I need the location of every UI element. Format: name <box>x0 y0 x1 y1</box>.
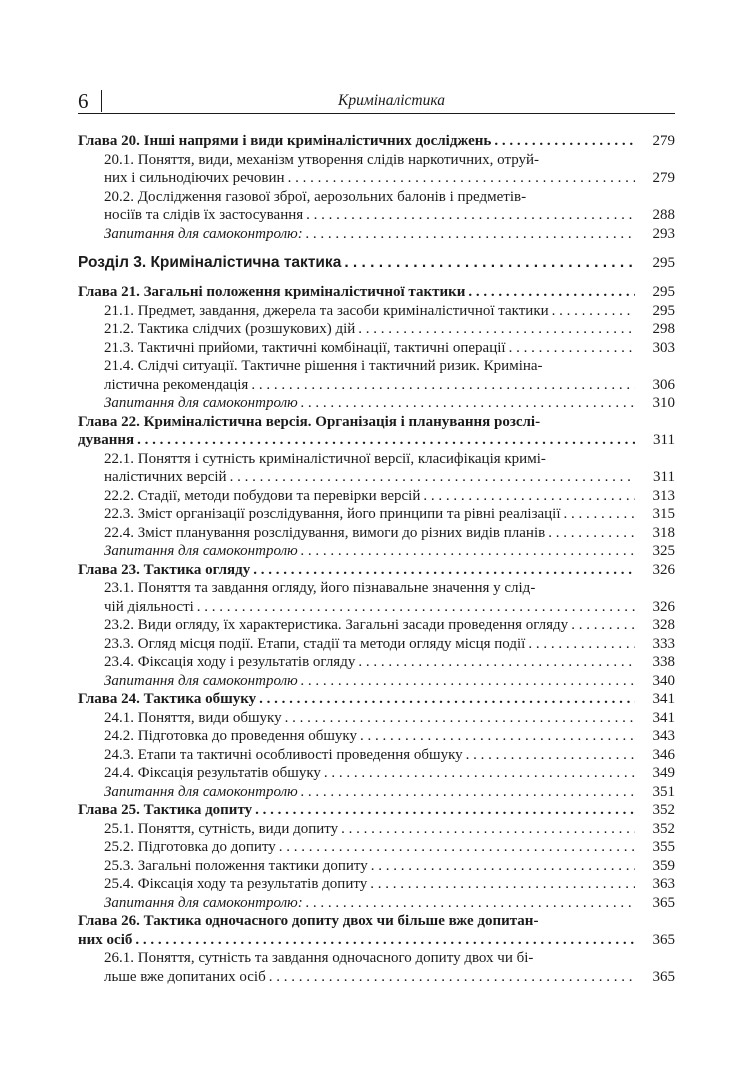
toc-line <box>104 727 675 746</box>
toc-subsection <box>78 505 675 524</box>
toc-line <box>78 690 675 709</box>
toc-page-number: 338 <box>652 654 675 670</box>
toc-chapter <box>78 561 675 580</box>
toc-line <box>104 653 675 672</box>
toc-entry-title: 20.1. Поняття, види, механізм утворення слідів наркотичних, отруй- <box>104 151 540 168</box>
dot-leader <box>468 283 635 302</box>
dot-leader <box>528 635 635 654</box>
toc-page-number: 365 <box>652 931 675 948</box>
dot-leader <box>269 968 635 987</box>
toc-entry-title: 23.1. Поняття та завдання огляду, його пізнавальне значення у слід- <box>104 580 536 596</box>
toc-page-number: 351 <box>652 783 675 800</box>
toc-questions <box>78 394 675 413</box>
toc-entry-title: носіїв та слідів їх застосування <box>104 207 304 223</box>
toc-page-number: 310 <box>652 395 675 411</box>
toc-subsection <box>78 320 675 339</box>
toc-subsection <box>78 616 675 635</box>
toc-line <box>104 635 675 654</box>
toc-page-number: 303 <box>652 339 675 356</box>
toc-subsection <box>78 709 675 728</box>
toc-entry-title: них і сильнодіючих речовин <box>104 170 285 186</box>
toc-line <box>104 579 675 598</box>
toc-page-number: 352 <box>652 820 675 837</box>
toc-line <box>104 783 675 802</box>
toc-entry-title: 23.3. Огляд місця події. Етапи, стадії та методи огляду місця події <box>104 635 526 652</box>
toc-entry-title: Глава 20. Інші напрями і види криміналістичних досліджень <box>78 133 492 149</box>
toc-entry-title: 25.4. Фіксація ходу та результатів допиту <box>104 876 368 892</box>
toc-subsection <box>78 357 675 394</box>
toc-chapter <box>78 132 675 151</box>
dot-leader <box>306 225 635 244</box>
section-gap <box>78 273 675 283</box>
toc-line <box>78 283 675 302</box>
dot-leader <box>255 801 635 820</box>
toc-line <box>104 875 675 894</box>
toc-entry-title: 22.1. Поняття і сутність криміналістичної версії, класифікація кримі- <box>104 450 546 467</box>
dot-leader <box>358 653 635 672</box>
toc-entry-title: 21.4. Слідчі ситуації. Тактичне рішення і тактичний ризик. Криміна- <box>104 358 543 374</box>
toc-line <box>104 616 675 635</box>
dot-leader <box>423 487 635 506</box>
toc-page-number: 346 <box>652 746 675 763</box>
toc-entry-title: 24.3. Етапи та тактичні особливості проведення обшуку <box>104 746 463 763</box>
dot-leader <box>288 169 635 188</box>
toc-subsection <box>78 151 675 188</box>
toc-subsection <box>78 949 675 986</box>
toc-line <box>104 302 675 321</box>
toc-chapter <box>78 413 675 450</box>
toc-subsection <box>78 746 675 765</box>
toc-page-number: 333 <box>652 635 675 652</box>
toc-entry-title: Глава 21. Загальні положення криміналістичної тактики <box>78 284 466 300</box>
toc-entry-title: Запитання для самоконтролю: <box>104 894 303 911</box>
toc-entry-title: 23.2. Види огляду, їх характеристика. Загальні засади проведення огляду <box>104 617 569 633</box>
toc-line <box>104 151 675 170</box>
toc-line <box>104 894 675 913</box>
toc-page-number: 288 <box>652 207 675 223</box>
header-rule <box>78 113 675 114</box>
toc-line <box>104 598 675 617</box>
toc-page-number: 363 <box>652 876 675 892</box>
toc-page-number: 318 <box>652 524 675 541</box>
toc-questions <box>78 894 675 913</box>
toc-subsection <box>78 764 675 783</box>
toc-entry-title: 25.1. Поняття, сутність, види допиту <box>104 820 339 837</box>
toc-page-number: 295 <box>652 284 675 300</box>
toc-entry-title: Глава 23. Тактика огляду <box>78 561 251 578</box>
toc-line <box>104 709 675 728</box>
dot-leader <box>251 376 635 395</box>
toc-entry-title: Глава 25. Тактика допиту <box>78 802 253 818</box>
toc-page-number: 343 <box>652 728 675 744</box>
toc-page-number: 326 <box>652 598 675 615</box>
toc-entry-title: лістична рекомендація <box>104 376 249 393</box>
toc-line <box>104 376 675 395</box>
toc-entry-title: налістичних версій <box>104 469 227 485</box>
toc-entry-title: 24.2. Підготовка до проведення обшуку <box>104 728 357 744</box>
toc-questions <box>78 225 675 244</box>
toc-line <box>78 931 675 950</box>
toc-entry-title: 21.2. Тактика слідчих (розшукових) дій <box>104 321 356 337</box>
toc-entry-title: Глава 26. Тактика одночасного допиту двох чи більше вже допитан- <box>78 913 539 929</box>
toc-page-number: 293 <box>652 225 675 242</box>
toc-line <box>104 968 675 987</box>
toc-entry-title: Розділ 3. Криміналістична тактика <box>78 254 342 271</box>
toc-entry-title: Глава 22. Криміналістична версія. Організація і планування розслі- <box>78 413 541 430</box>
toc-entry-title: 25.2. Підготовка до допиту <box>104 839 276 855</box>
toc-chapter <box>78 912 675 949</box>
toc-page-number: 340 <box>652 672 675 689</box>
toc-subsection <box>78 188 675 225</box>
dot-leader <box>494 132 635 151</box>
toc-line <box>104 764 675 783</box>
toc-entry-title: них осіб <box>78 931 133 948</box>
toc-entry-title: 25.3. Загальні положення тактики допиту <box>104 857 368 874</box>
toc-page-number: 352 <box>652 802 675 818</box>
toc-line <box>104 746 675 765</box>
toc-entry-title: 24.4. Фіксація результатів обшуку <box>104 765 321 781</box>
page-number: 6 <box>78 89 89 113</box>
dot-leader <box>301 394 635 413</box>
dot-leader <box>360 727 635 746</box>
running-title: Криміналістика <box>338 92 445 109</box>
toc-questions <box>78 542 675 561</box>
dot-leader <box>324 764 635 783</box>
toc-page-number: 295 <box>652 302 675 319</box>
dot-leader <box>358 320 635 339</box>
dot-leader <box>301 672 635 691</box>
toc-entry-title: Запитання для самоконтролю <box>104 543 298 559</box>
toc-line <box>104 450 675 469</box>
toc-line <box>104 505 675 524</box>
toc-subsection <box>78 635 675 654</box>
toc-line <box>78 413 675 432</box>
dot-leader <box>306 206 635 225</box>
toc-line <box>104 838 675 857</box>
toc-page-number: 355 <box>652 839 675 855</box>
dot-leader <box>285 709 635 728</box>
toc-entry-title: Запитання для самоконтролю <box>104 783 298 800</box>
dot-leader <box>253 561 635 580</box>
toc-subsection <box>78 727 675 746</box>
toc-entry-title: 26.1. Поняття, сутність та завдання одночасного допиту двох чи бі- <box>104 950 534 966</box>
toc-line <box>104 672 675 691</box>
toc-page-number: 359 <box>652 857 675 874</box>
toc-line <box>104 857 675 876</box>
toc-entry-title: Запитання для самоконтролю <box>104 672 298 689</box>
toc-line <box>78 561 675 580</box>
toc-page-number: 328 <box>652 617 675 633</box>
toc-page-number: 279 <box>652 170 675 186</box>
toc-page-number: 341 <box>652 709 675 726</box>
toc-line <box>104 487 675 506</box>
toc-subsection <box>78 838 675 857</box>
toc-subsection <box>78 875 675 894</box>
toc-line <box>78 132 675 151</box>
toc-entry-title: Запитання для самоконтролю <box>104 395 298 411</box>
toc-entry-title: Глава 24. Тактика обшуку <box>78 691 257 707</box>
toc-line <box>78 801 675 820</box>
toc-subsection <box>78 653 675 672</box>
toc-part <box>78 253 675 273</box>
toc-line <box>78 912 675 931</box>
toc-line <box>78 431 675 450</box>
toc-entry-title: 23.4. Фіксація ходу і результатів огляду <box>104 654 356 670</box>
toc-page-number: 365 <box>652 894 675 911</box>
toc-line <box>104 339 675 358</box>
toc-entry-title: 22.4. Зміст планування розслідування, вимоги до різних видів планів <box>104 524 546 541</box>
header-divider <box>101 90 102 112</box>
toc-chapter <box>78 283 675 302</box>
dot-leader <box>552 302 635 321</box>
toc-subsection <box>78 450 675 487</box>
dot-leader <box>344 253 635 273</box>
toc-page-number: 365 <box>652 968 675 985</box>
dot-leader <box>259 690 635 709</box>
toc-entry-title: 22.3. Зміст організації розслідування, його принципи та рівні реалізації <box>104 506 561 522</box>
toc-entry-title: 21.3. Тактичні прийоми, тактичні комбінації, тактичні операції <box>104 339 506 356</box>
toc-entry-title: чій діяльності <box>104 598 194 615</box>
toc-page-number: 313 <box>652 487 675 504</box>
toc-questions <box>78 783 675 802</box>
toc-line <box>104 468 675 487</box>
toc-page-number: 279 <box>652 133 675 149</box>
dot-leader <box>137 431 635 450</box>
toc-page-number: 341 <box>652 691 675 707</box>
toc-line <box>104 206 675 225</box>
dot-leader <box>370 875 635 894</box>
dot-leader <box>564 505 635 524</box>
toc-entry-title: 24.1. Поняття, види обшуку <box>104 709 282 726</box>
toc-subsection <box>78 579 675 616</box>
toc-chapter <box>78 690 675 709</box>
toc-line <box>104 542 675 561</box>
toc-entry-title: 21.1. Предмет, завдання, джерела та засоби криміналістичної тактики <box>104 302 549 319</box>
dot-leader <box>230 468 635 487</box>
toc-entry-title: Запитання для самоконтролю: <box>104 225 303 242</box>
toc-subsection <box>78 524 675 543</box>
toc-page-number: 311 <box>653 469 675 485</box>
toc-entry-title: 22.2. Стадії, методи побудови та перевірки версій <box>104 487 421 504</box>
toc-subsection <box>78 820 675 839</box>
toc-line <box>104 820 675 839</box>
dot-leader <box>197 598 635 617</box>
table-of-contents <box>78 132 675 986</box>
toc-questions <box>78 672 675 691</box>
toc-subsection <box>78 487 675 506</box>
toc-subsection <box>78 302 675 321</box>
toc-line <box>104 188 675 207</box>
dot-leader <box>279 838 635 857</box>
toc-line <box>104 320 675 339</box>
dot-leader <box>371 857 635 876</box>
toc-page-number: 295 <box>652 255 675 271</box>
toc-page-number: 349 <box>652 765 675 781</box>
toc-entry-title: льше вже допитаних осіб <box>104 968 266 985</box>
toc-page-number: 325 <box>652 543 675 559</box>
toc-entry-title: дування <box>78 432 135 448</box>
dot-leader <box>466 746 635 765</box>
toc-line <box>104 225 675 244</box>
toc-line <box>104 949 675 968</box>
toc-line <box>104 524 675 543</box>
toc-line <box>78 253 675 273</box>
running-header <box>78 88 675 114</box>
dot-leader <box>509 339 635 358</box>
toc-subsection <box>78 339 675 358</box>
toc-page-number: 326 <box>652 561 675 578</box>
toc-page-number: 311 <box>653 432 675 448</box>
dot-leader <box>571 616 635 635</box>
toc-page-number: 298 <box>652 321 675 337</box>
section-gap <box>78 243 675 253</box>
dot-leader <box>135 931 635 950</box>
dot-leader <box>301 783 635 802</box>
dot-leader <box>548 524 635 543</box>
toc-subsection <box>78 857 675 876</box>
toc-line <box>104 169 675 188</box>
toc-line <box>104 394 675 413</box>
toc-chapter <box>78 801 675 820</box>
toc-entry-title: 20.2. Дослідження газової зброї, аерозольних балонів і предметів- <box>104 188 527 205</box>
dot-leader <box>341 820 635 839</box>
dot-leader <box>301 542 635 561</box>
toc-line <box>104 357 675 376</box>
toc-page-number: 306 <box>652 376 675 393</box>
dot-leader <box>306 894 635 913</box>
toc-page-number: 315 <box>652 506 675 522</box>
